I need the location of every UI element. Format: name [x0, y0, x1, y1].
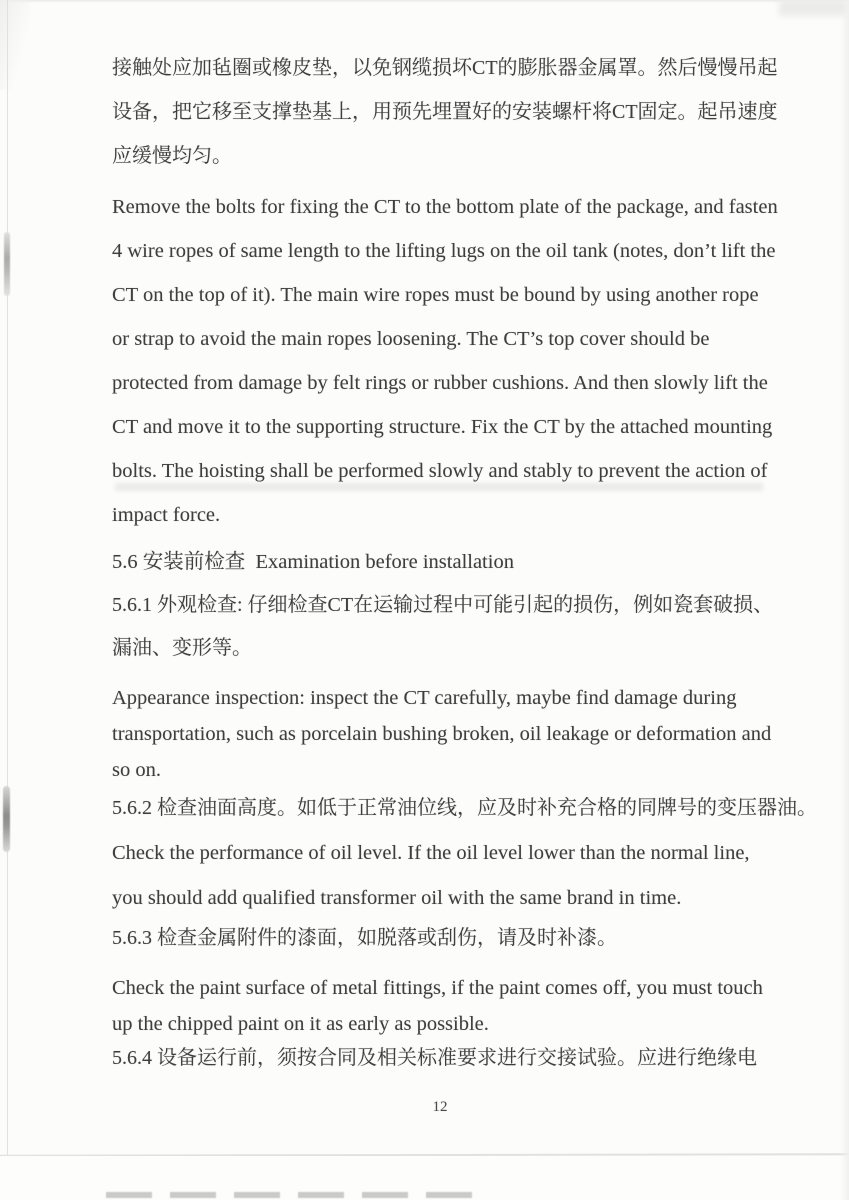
- text-line: 设备，把它移至支撑垫基上，用预先埋置好的安装螺杆将CT固定。起吊速度: [112, 101, 778, 123]
- text-line: CT and move it to the supporting structure. Fix the CT by the attached mounting: [112, 416, 773, 438]
- item-5-6-1-cn: [112, 584, 802, 670]
- text-line: Appearance inspection: inspect the CT carefully, maybe find damage during: [112, 687, 737, 709]
- text-line: 5.6.3 检查金属附件的漆面，如脱落或刮伤，请及时补漆。: [112, 927, 617, 949]
- paragraph-en-hoisting: [112, 185, 802, 537]
- scan-edge-left-line: [7, 0, 8, 1160]
- text-line: up the chipped paint on it as early as possible.: [112, 1013, 489, 1035]
- text-line: 5.6.1 外观检查: 仔细检查CT在运输过程中可能引起的损伤，例如瓷套破损、: [112, 594, 774, 616]
- section-heading-5-6: [112, 540, 802, 584]
- scan-binding-mark-lower: [3, 786, 10, 852]
- text-line: you should add qualified transformer oil with the same brand in time.: [112, 887, 682, 909]
- heading-text: 5.6 安装前检查 Examination before installation: [112, 551, 514, 573]
- scan-binding-mark-upper: [4, 232, 10, 296]
- page-number: 12: [432, 1099, 448, 1115]
- scan-corner-top-right: [779, 0, 849, 16]
- text-line: Remove the bolts for fixing the CT to the bottom plate of the package, and fasten: [112, 196, 778, 218]
- text-line: bolts. The hoisting shall be performed slowly and stably to prevent the action of: [112, 460, 768, 482]
- scan-bleedthrough-text-band: [106, 1192, 490, 1198]
- text-line: Check the paint surface of metal fittings, if the paint comes off, you must touch: [112, 977, 763, 999]
- paragraph-cn-hoisting: [112, 46, 802, 178]
- text-line: 5.6.2 检查油面高度。如低于正常油位线，应及时补充合格的同牌号的变压器油。: [112, 797, 817, 819]
- item-5-6-1-en: [112, 680, 802, 788]
- item-5-6-2-cn: [112, 786, 817, 830]
- item-5-6-4-cn: [112, 1036, 802, 1080]
- scan-area-below-page: [0, 1156, 849, 1200]
- text-line: Check the performance of oil level. If the oil level lower than the normal line,: [112, 842, 750, 864]
- text-line: 漏油、变形等。: [112, 637, 252, 659]
- item-5-6-3-cn: [112, 916, 802, 960]
- text-line: 4 wire ropes of same length to the lifting lugs on the oil tank (notes, don’t lift the: [112, 240, 776, 262]
- text-line: protected from damage by felt rings or rubber cushions. And then slowly lift the: [112, 372, 768, 394]
- text-line: 应缓慢均匀。: [112, 145, 232, 167]
- item-5-6-2-en: [112, 831, 802, 921]
- scan-edge-top: [0, 0, 849, 3]
- text-line: 接触处应加毡圈或橡皮垫，以免钢缆损坏CT的膨胀器金属罩。然后慢慢吊起: [112, 57, 778, 79]
- text-line: 5.6.4 设备运行前，须按合同及相关标准要求进行交接试验。应进行绝缘电: [112, 1047, 757, 1069]
- scan-edge-right: [840, 0, 849, 1200]
- scan-corner-top-left: [0, 0, 30, 90]
- text-line: transportation, such as porcelain bushing broken, oil leakage or deformation and: [112, 723, 772, 745]
- text-line: so on.: [112, 759, 161, 781]
- text-line: CT on the top of it). The main wire ropes must be bound by using another rope: [112, 284, 759, 306]
- text-line: or strap to avoid the main ropes loosening. The CT’s top cover should be: [112, 328, 710, 350]
- text-line: impact force.: [112, 504, 221, 526]
- item-5-6-3-en: [112, 970, 802, 1042]
- scan-page-bottom-edge: [0, 1153, 849, 1156]
